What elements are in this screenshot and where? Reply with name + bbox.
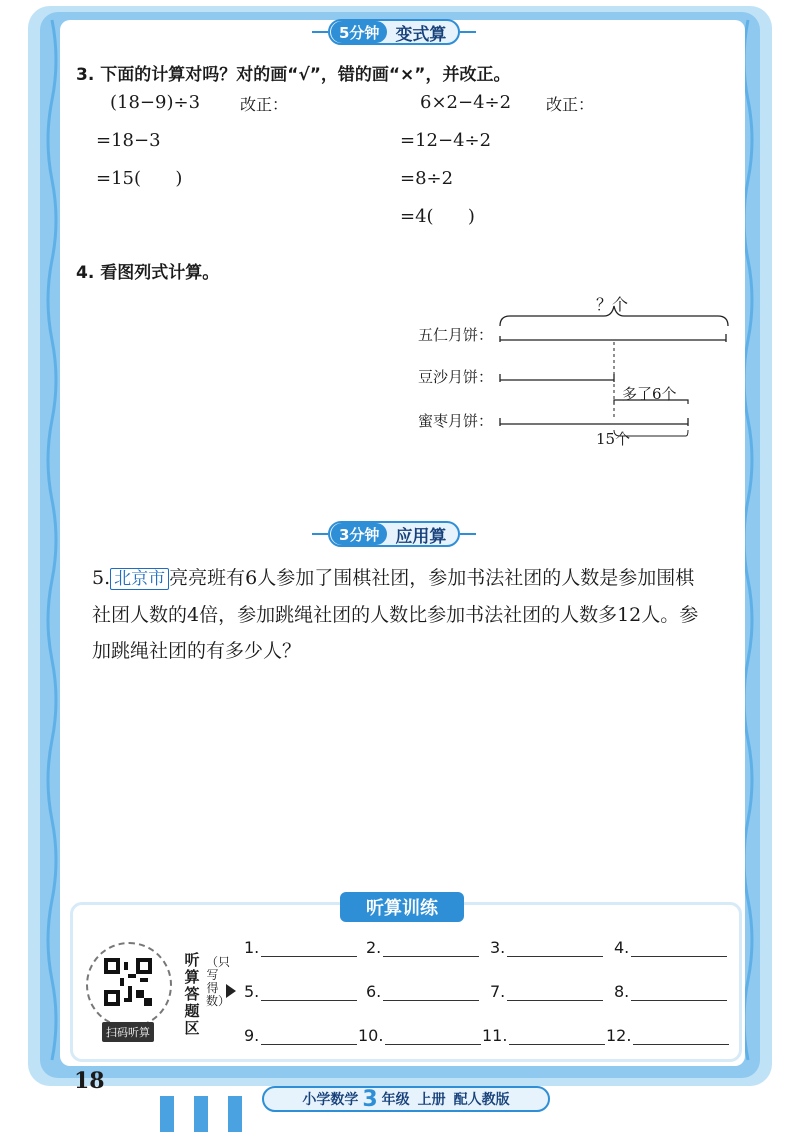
answer-blank-8[interactable]: 8.	[614, 982, 727, 1001]
answer-blank-7[interactable]: 7.	[490, 982, 603, 1001]
q3-right-step1: =12−4÷2	[400, 130, 492, 151]
book-info-footer	[262, 1086, 550, 1112]
answer-area-label: 听算答题区	[184, 951, 200, 1037]
footer-grade-number: 3	[362, 1086, 378, 1112]
footer-edition: 配人教版	[453, 1092, 510, 1108]
q4-more-label: 多了6个	[622, 385, 677, 403]
q4-row-dousha: 豆沙月饼：	[418, 368, 494, 386]
q3-right-step2: =8÷2	[400, 168, 454, 189]
section-time-badge: 5分钟	[331, 21, 387, 43]
footer-subject: 小学数学	[302, 1092, 359, 1108]
section-title: 应用算	[395, 526, 447, 547]
q3-left-fix: 改正：	[240, 95, 289, 114]
q5-problem: 亮亮班有6人参加了围棋社团，参加书法社团的人数是参加围棋社团人数的4倍，参加跳绳社团的人数比参加书法社团的人数多12人。参加跳绳社团的有多少人？	[92, 567, 699, 662]
section-time-badge: 3分钟	[331, 523, 387, 545]
answer-blank-9[interactable]: 9.	[244, 1026, 357, 1045]
q3-right-step3: =4( )	[400, 206, 475, 227]
section-title: 变式算	[395, 24, 447, 45]
answer-blank-4[interactable]: 4.	[614, 938, 727, 957]
arrow-right-icon	[226, 984, 236, 998]
q5-text	[92, 560, 712, 669]
q4-line-diagram	[0, 0, 800, 460]
qr-scan-label: 扫码听算	[102, 1022, 154, 1042]
answer-blank-11[interactable]: 11.	[482, 1026, 605, 1045]
footer-term: 上册	[417, 1092, 446, 1108]
answer-blank-1[interactable]: 1.	[244, 938, 357, 957]
footer-grade: 年级	[381, 1092, 410, 1108]
q3-left-step2: =15( )	[96, 168, 183, 189]
page-number: 18	[74, 1068, 105, 1094]
q3-right-fix: 改正：	[546, 95, 595, 114]
answer-blank-2[interactable]: 2.	[366, 938, 479, 957]
q4-row-mizao: 蜜枣月饼：	[418, 412, 494, 430]
q3-left-expr: (18−9)÷3	[110, 92, 201, 113]
q3-title: 3. 下面的计算对吗？对的画“√”，错的画“×”，并改正。	[76, 65, 511, 85]
answer-blank-5[interactable]: 5.	[244, 982, 357, 1001]
q4-question-label: ？个	[596, 295, 629, 314]
qr-code-icon[interactable]	[104, 958, 152, 1006]
q3-left-step1: =18−3	[96, 130, 161, 151]
answer-blank-6[interactable]: 6.	[366, 982, 479, 1001]
q5-region-tag: 北京市	[110, 568, 169, 590]
answer-blank-3[interactable]: 3.	[490, 938, 603, 957]
q4-base-label: 15个	[596, 430, 631, 448]
answer-blank-10[interactable]: 10.	[358, 1026, 481, 1045]
q3-right-expr: 6×2−4÷2	[420, 92, 512, 113]
answer-area-note: （只写得数）	[206, 955, 231, 1008]
q4-row-wuren: 五仁月饼：	[418, 326, 494, 344]
answer-blank-12[interactable]: 12.	[606, 1026, 729, 1045]
section-header-application	[312, 520, 476, 548]
listening-title: 听算训练	[340, 892, 464, 922]
q4-title: 4. 看图列式计算。	[76, 263, 220, 283]
q5-number: 5.	[92, 567, 111, 589]
